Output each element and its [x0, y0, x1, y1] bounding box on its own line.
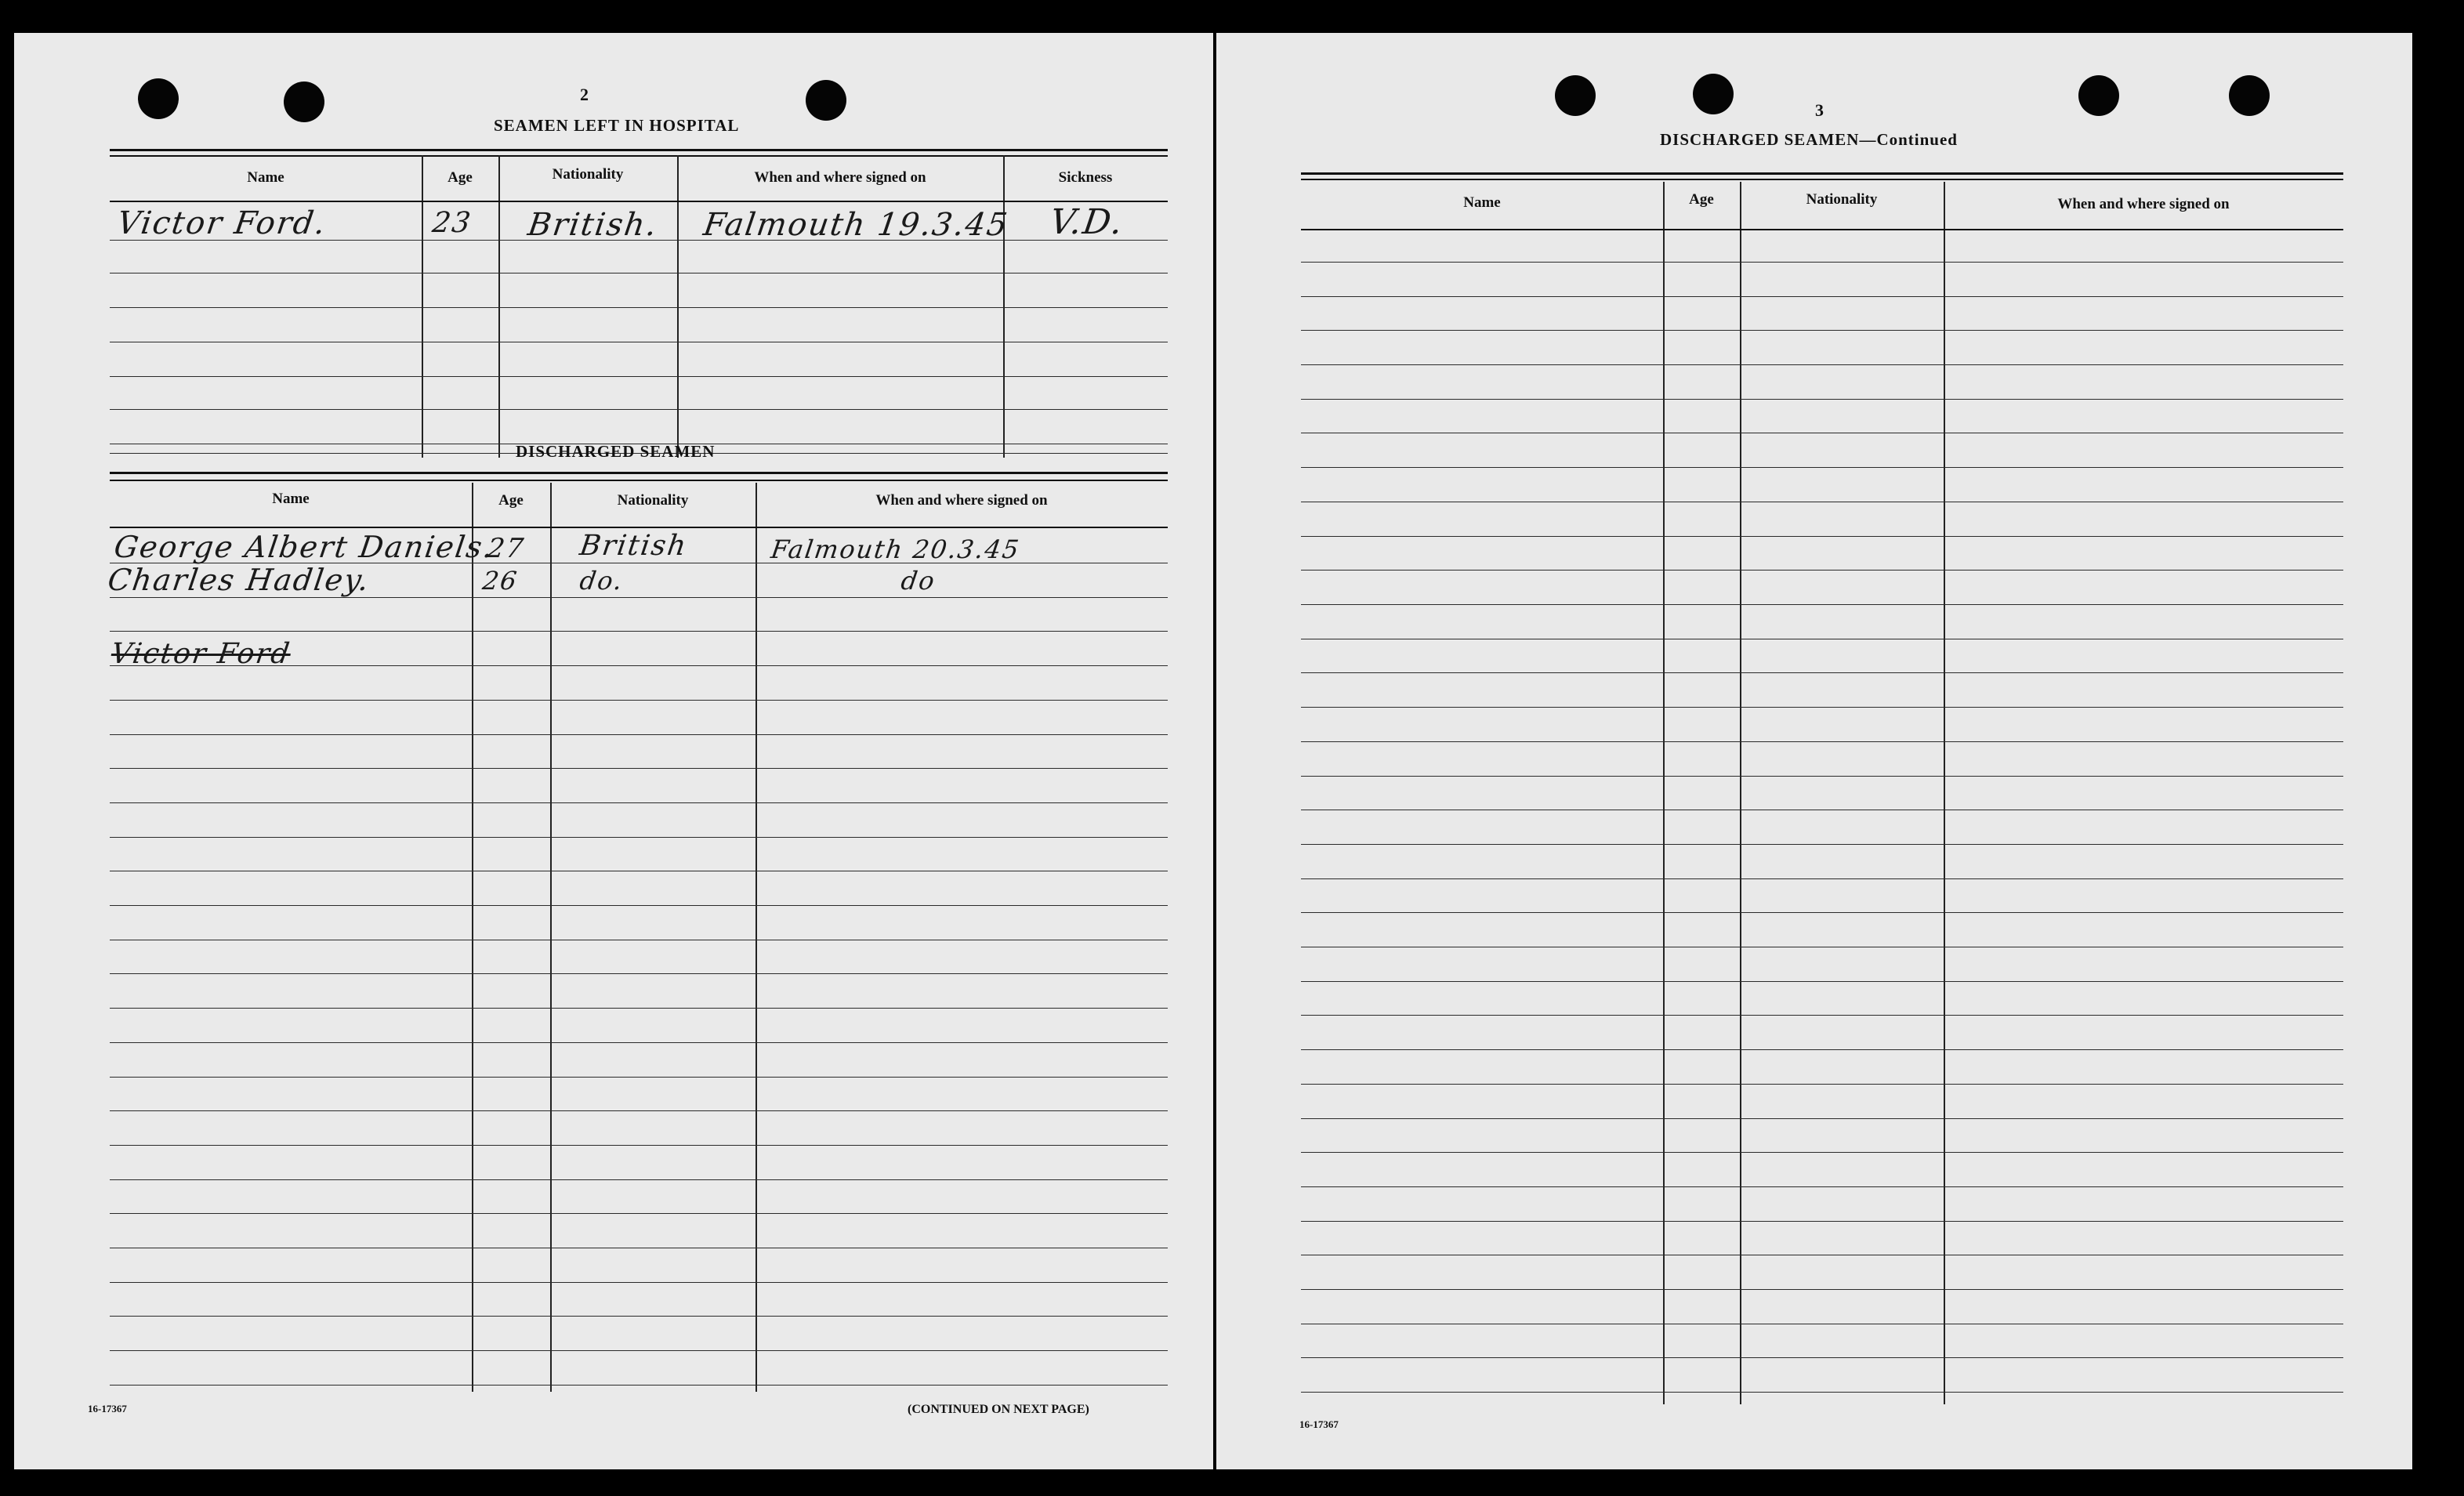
- ruled-line: [1301, 672, 2343, 673]
- column-header-nationality: Nationality: [617, 492, 689, 509]
- hospital-age-cell: 23: [430, 207, 474, 239]
- ruled-line: [1301, 1186, 2343, 1187]
- ruled-line: [110, 734, 1168, 735]
- ruled-line: [110, 1385, 1168, 1386]
- discharged-signed-on-cell: do: [899, 566, 938, 596]
- ruled-line: [110, 1145, 1168, 1146]
- column-header-age: Age: [448, 169, 473, 186]
- discharged-name-cell: Charles Hadley.: [105, 563, 372, 597]
- column-header-age: Age: [498, 492, 524, 509]
- ruled-line: [1301, 1392, 2343, 1393]
- ruled-line: [110, 1316, 1168, 1317]
- punch-hole-icon: [1693, 74, 1734, 114]
- ruled-line: [1301, 1118, 2343, 1119]
- ruled-line: [110, 802, 1168, 803]
- discharged-nationality-cell: British: [578, 530, 690, 562]
- ruled-line: [1301, 1015, 2343, 1016]
- ruled-line: [1301, 296, 2343, 297]
- right-page: [1216, 33, 2412, 1469]
- column-header-name: Name: [247, 169, 284, 186]
- ruled-line: [110, 700, 1168, 701]
- form-number: 16-17367: [88, 1403, 127, 1414]
- ruled-line: [1301, 1221, 2343, 1222]
- column-header-nationality: Nationality: [552, 166, 624, 183]
- column-header-sickness: Sickness: [1058, 169, 1113, 186]
- discharged-signed-on-cell: Falmouth 20.3.45: [769, 534, 1023, 564]
- ruled-line: [110, 973, 1168, 974]
- ruled-line: [110, 1350, 1168, 1351]
- column-header-name: Name: [1463, 194, 1501, 211]
- column-header-signed-on: When and where signed on: [875, 492, 1048, 509]
- discharged-section-title: DISCHARGED SEAMEN: [516, 442, 716, 461]
- ruled-line: [1301, 844, 2343, 845]
- punch-hole-icon: [138, 78, 179, 119]
- punch-hole-icon: [284, 82, 324, 122]
- column-header-signed-on: When and where signed on: [2057, 196, 2230, 212]
- discharged-age-cell: 27: [485, 533, 527, 564]
- hospital-nationality-cell: British.: [525, 207, 661, 243]
- ruled-line: [110, 1213, 1168, 1214]
- form-number: 16-17367: [1299, 1418, 1339, 1430]
- column-header-age: Age: [1689, 191, 1714, 208]
- ruled-line: [110, 1110, 1168, 1111]
- ruled-line: [1301, 570, 2343, 571]
- ruled-line: [1301, 707, 2343, 708]
- punch-hole-icon: [1555, 75, 1596, 116]
- hospital-section-title: SEAMEN LEFT IN HOSPITAL: [494, 116, 740, 135]
- ruled-line: [110, 1282, 1168, 1283]
- ruled-line: [1301, 878, 2343, 879]
- ruled-line: [1301, 536, 2343, 537]
- right-page-title: DISCHARGED SEAMEN—Continued: [1660, 130, 1958, 149]
- ruled-line: [1301, 912, 2343, 913]
- ruled-line: [1301, 1152, 2343, 1153]
- page-number: 2: [580, 85, 589, 104]
- ruled-line: [110, 1077, 1168, 1078]
- hospital-name-cell: Victor Ford.: [114, 205, 329, 241]
- punch-hole-icon: [2229, 75, 2270, 116]
- ruled-line: [1301, 364, 2343, 365]
- ruled-line: [1301, 981, 2343, 982]
- ruled-line: [1301, 1357, 2343, 1358]
- column-header-signed-on: When and where signed on: [754, 169, 926, 186]
- page-number: 3: [1815, 100, 1824, 120]
- ruled-line: [1301, 776, 2343, 777]
- ruled-line: [110, 1008, 1168, 1009]
- ruled-line: [110, 631, 1168, 632]
- ruled-line: [110, 768, 1168, 769]
- ruled-line: [110, 905, 1168, 906]
- column-header-nationality: Nationality: [1806, 191, 1878, 208]
- ruled-line: [1301, 741, 2343, 742]
- column-header-name: Name: [272, 491, 310, 507]
- punch-hole-icon: [2078, 75, 2119, 116]
- discharged-age-cell: 26: [480, 566, 520, 596]
- punch-hole-icon: [806, 80, 846, 121]
- left-page: [14, 33, 1213, 1469]
- ruled-line: [1301, 467, 2343, 468]
- ruled-line: [110, 837, 1168, 838]
- ruled-line: [1301, 604, 2343, 605]
- ruled-line: [1301, 1289, 2343, 1290]
- ruled-line: [110, 1179, 1168, 1180]
- hospital-sickness-cell: V.D.: [1047, 202, 1127, 242]
- continued-note: (CONTINUED ON NEXT PAGE): [908, 1403, 1089, 1416]
- hospital-signed-on-cell: Falmouth 19.3.45: [701, 207, 1011, 243]
- discharged-nationality-cell: do.: [578, 566, 626, 596]
- ruled-line: [110, 597, 1168, 598]
- ruled-line: [1301, 330, 2343, 331]
- ruled-line: [1301, 262, 2343, 263]
- ruled-line: [1301, 1049, 2343, 1050]
- ruled-line: [1301, 399, 2343, 400]
- ruled-line: [1301, 1084, 2343, 1085]
- discharged-name-cell: Victor Ford: [109, 638, 293, 670]
- discharged-name-cell: George Albert Daniels.: [111, 530, 497, 564]
- ruled-line: [110, 1042, 1168, 1043]
